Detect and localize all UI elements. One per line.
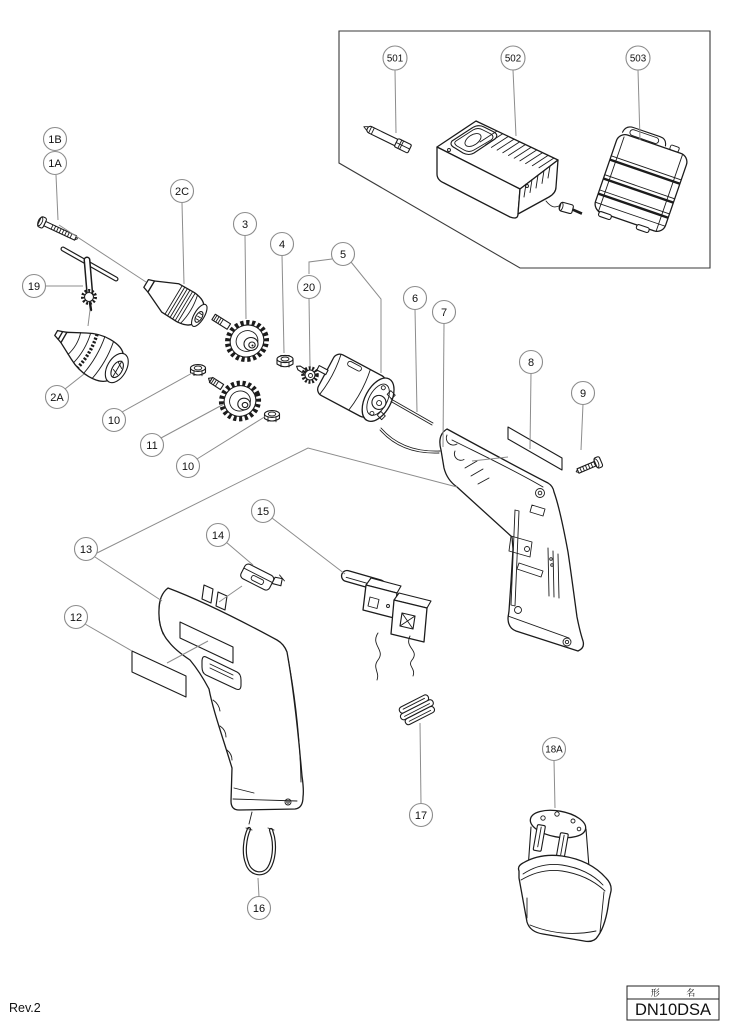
part-keyless-chuck bbox=[137, 269, 212, 333]
callout-18a-label: 18A bbox=[545, 744, 563, 756]
callout-10-upper bbox=[103, 409, 126, 432]
part-spindle-gear bbox=[207, 376, 264, 425]
callout-9 bbox=[572, 382, 595, 405]
callout-2c bbox=[171, 180, 194, 203]
callout-20 bbox=[298, 276, 321, 299]
callout-16 bbox=[248, 897, 271, 920]
callout-16-label: 16 bbox=[252, 902, 266, 915]
callout-12-label: 12 bbox=[69, 611, 83, 624]
revision-text: Rev.2 bbox=[9, 1001, 41, 1015]
callout-8-label: 8 bbox=[527, 356, 535, 369]
part-hex-nut-4 bbox=[277, 355, 293, 367]
callout-6 bbox=[404, 287, 427, 310]
callout-1a bbox=[44, 152, 67, 175]
part-hex-nut-10-lower bbox=[265, 411, 280, 422]
callout-20-label: 20 bbox=[302, 281, 316, 294]
callout-502-label: 502 bbox=[504, 53, 522, 65]
part-second-gear bbox=[212, 314, 272, 365]
part-battery bbox=[519, 806, 612, 941]
callout-1b-label: 1B bbox=[48, 133, 62, 146]
callout-10-upper-label: 10 bbox=[107, 414, 121, 427]
model-plate-table bbox=[627, 986, 719, 1020]
part-motor bbox=[307, 347, 440, 453]
model-plate-model: DN10DSA bbox=[634, 1001, 712, 1019]
callout-1a-label: 1A bbox=[48, 157, 62, 170]
charger-plug bbox=[558, 202, 583, 217]
footer bbox=[9, 986, 719, 1020]
callout-502 bbox=[501, 46, 525, 70]
callout-5-label: 5 bbox=[339, 248, 347, 261]
callout-503 bbox=[626, 46, 650, 70]
motor-lead-wire-lower bbox=[380, 428, 440, 453]
part-housing-screw bbox=[574, 456, 603, 477]
callout-3-label: 3 bbox=[241, 218, 249, 231]
callout-3 bbox=[234, 213, 257, 236]
callout-5 bbox=[332, 243, 355, 266]
callout-18a bbox=[543, 738, 566, 761]
part-driver-bit bbox=[362, 123, 412, 154]
part-keyed-chuck bbox=[45, 314, 135, 391]
callout-19 bbox=[23, 275, 46, 298]
part-chuck-key bbox=[63, 249, 116, 310]
callout-14-label: 14 bbox=[211, 529, 225, 542]
switch-wires bbox=[376, 633, 415, 680]
callout-2c-label: 2C bbox=[174, 185, 190, 198]
part-nameplate bbox=[508, 427, 562, 470]
callout-11 bbox=[141, 434, 164, 457]
part-terminal-block bbox=[396, 693, 437, 727]
part-battery-charger bbox=[437, 121, 583, 218]
callout-503-label: 503 bbox=[629, 53, 647, 65]
callout-15-label: 15 bbox=[256, 505, 270, 518]
callout-17-label: 17 bbox=[414, 809, 428, 822]
callout-7-label: 7 bbox=[440, 306, 448, 319]
part-housing-left-half bbox=[159, 585, 303, 810]
callout-1b bbox=[44, 128, 67, 151]
callout-11-label: 11 bbox=[146, 439, 158, 452]
callout-8 bbox=[520, 351, 543, 374]
model-plate-field-label: 形 名 bbox=[650, 988, 708, 998]
part-carrying-case bbox=[591, 124, 692, 238]
callout-501 bbox=[383, 46, 407, 70]
callout-10-lower-label: 10 bbox=[181, 460, 195, 473]
callout-19-label: 19 bbox=[27, 280, 41, 293]
callout-4 bbox=[271, 233, 294, 256]
callout-15 bbox=[252, 500, 275, 523]
part-caution-label bbox=[132, 651, 186, 697]
callout-10-lower bbox=[177, 455, 200, 478]
callout-9-label: 9 bbox=[579, 387, 587, 400]
callout-6-label: 6 bbox=[411, 292, 419, 305]
callout-501-label: 501 bbox=[386, 53, 404, 65]
callout-2a bbox=[46, 386, 69, 409]
part-motor-pinion bbox=[295, 364, 317, 382]
callout-17 bbox=[410, 804, 433, 827]
callout-7 bbox=[433, 301, 456, 324]
callout-2a-label: 2A bbox=[50, 391, 64, 404]
part-trigger-switch bbox=[340, 569, 431, 680]
part-push-button bbox=[239, 559, 286, 596]
callout-14 bbox=[207, 524, 230, 547]
callout-4-label: 4 bbox=[278, 238, 286, 251]
part-hex-nut-10-upper bbox=[191, 365, 206, 376]
callout-12 bbox=[65, 606, 88, 629]
motor-lead-wire-upper bbox=[391, 399, 433, 425]
callout-13 bbox=[75, 538, 98, 561]
callout-13-label: 13 bbox=[79, 543, 93, 556]
part-hanger-hook bbox=[245, 812, 274, 873]
